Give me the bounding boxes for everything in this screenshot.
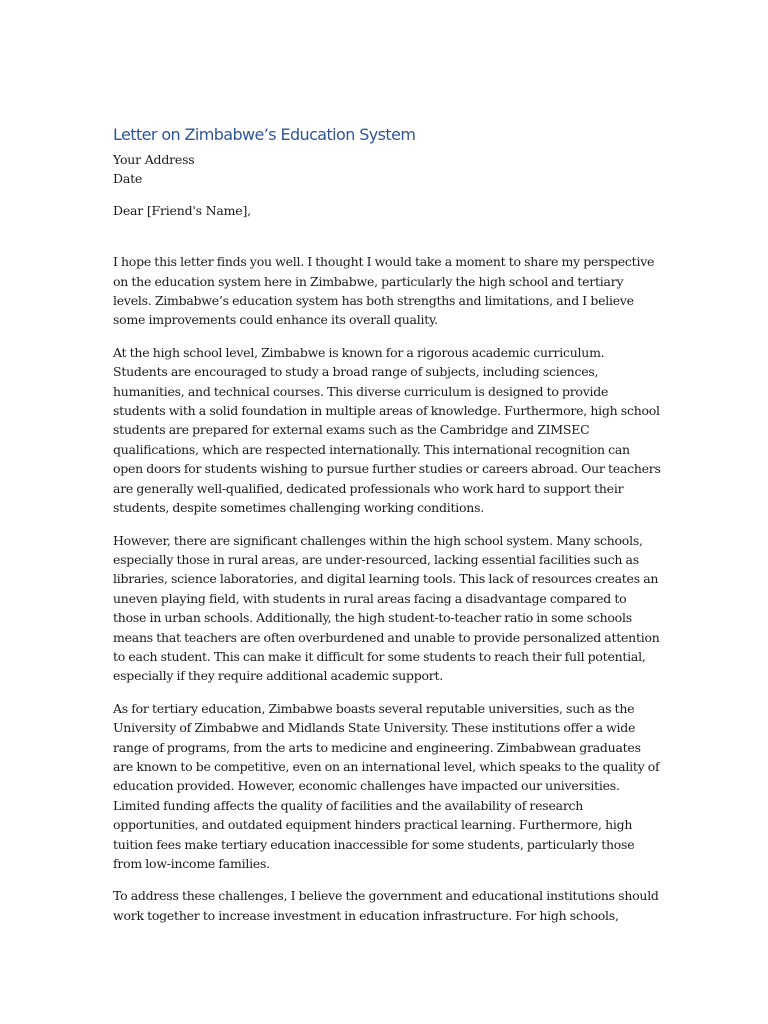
letter-body (113, 124, 661, 938)
sender-address: Your Address (113, 152, 195, 167)
paragraph-intro: I hope this letter finds you well. I thought I would take a moment to share my perspective on the education system here in Zimbabwe, particularly the high school and tertiary levels. Zimbabwe’s education system has both strengths and limitations, and I believe some improvements could enhance its overall quality. (113, 254, 655, 328)
letter-date: Date (113, 171, 143, 187)
paragraph-high-school-challenges: However, there are significant challenges within the high school system. Many schools, especially those in rural areas, are under-resourced, lacking essential facilities such as libraries, science laboratories, and digital learning tools. This lack of resources creates an uneven playing field, with students in rural areas facing a disadvantage compared to those in urban schools. Additionally, the high student-to-teacher ratio in some schools means that teachers are often overburdened and unable to provide personalized attention to each student. This can make it difficult for some students to reach their full potential, especially if they require additional academic support. (113, 532, 660, 684)
salutation: Dear [Friend's Name], (113, 202, 251, 218)
paragraph-high-school-strengths: At the high school level, Zimbabwe is known for a rigorous academic curriculum. Students are encouraged to study a broad range of subjects, including sciences, humanities, and technical courses. This diverse curriculum is designed to provide students with a solid foundation in multiple areas of knowledge. Furthermore, high school students are prepared for external exams such as the Cambridge and ZIMSEC qualifications, which are respected internationally. This international recognition can open doors for students wishing to pursue further studies or careers abroad. Our teachers are generally well-qualified, dedicated professionals who work hard to support their students, despite sometimes challenging working conditions. (113, 344, 661, 516)
paragraph-recommendations: To address these challenges, I believe the government and educational institutions should work together to increase investment in education infrastructure. For high schools, (113, 888, 659, 923)
paragraph-tertiary-education: As for tertiary education, Zimbabwe boasts several reputable universities, such as the University of Zimbabwe and Midlands State University. These institutions offer a wide range of programs, from the arts to medicine and engineering. Zimbabwean graduates are known to be competitive, even on an international level, which speaks to the quality of education provided. However, economic challenges have impacted our universities. Limited funding affects the quality of facilities and the availability of research opportunities, and outdated equipment hinders practical learning. Furthermore, high tuition fees make tertiary education inaccessible for some students, particularly those from low-income families. (113, 700, 660, 871)
letter-title: Letter on Zimbabwe’s Education System (113, 125, 416, 144)
